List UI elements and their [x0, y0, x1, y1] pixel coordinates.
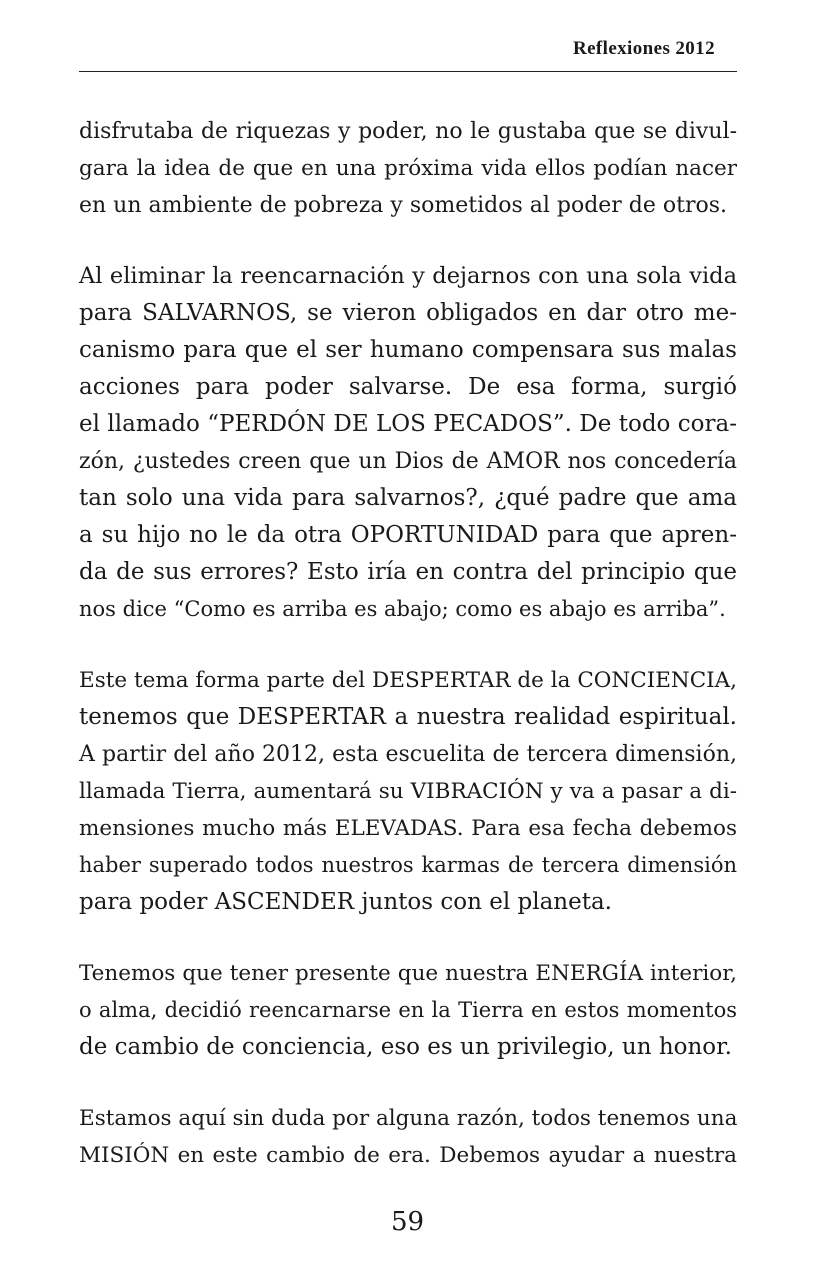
paragraph-gap — [79, 1066, 737, 1100]
text-line: canismo para que el ser humano compensara sus malas — [79, 337, 737, 363]
text-line: Al eliminar la reencarnación y dejarnos con una sola vida — [79, 263, 737, 289]
text-line: nos dice “Como es arriba es abajo; como es abajo es arriba”. — [79, 597, 726, 621]
text-line: da de sus errores? Esto iría en contra del principio que — [79, 559, 737, 585]
running-head-title: Reflexiones 2012 — [572, 38, 715, 59]
paragraph-gap — [79, 921, 737, 955]
text-line: Tenemos que tener presente que nuestra ENERGÍA interior, — [79, 961, 737, 986]
paragraph-1 — [79, 113, 737, 224]
paragraph-5 — [79, 1100, 737, 1174]
paragraph-gap — [79, 628, 737, 662]
header-rule — [79, 71, 737, 72]
text-line: Este tema forma parte del DESPERTAR de la CONCIENCIA, — [79, 668, 737, 693]
text-line: a su hijo no le da otra OPORTUNIDAD para que apren- — [79, 522, 737, 548]
text-line: para poder ASCENDER juntos con el planeta. — [79, 889, 612, 915]
text-line: Estamos aquí sin duda por alguna razón, todos tenemos una — [79, 1106, 738, 1131]
text-line: haber superado todos nuestros karmas de tercera dimensión — [79, 853, 737, 877]
text-line: A partir del año 2012, esta escuelita de tercera dimensión, — [79, 742, 737, 767]
text-line: disfrutaba de riquezas y poder, no le gustaba que se divul- — [79, 119, 737, 144]
text-line: mensiones mucho más ELEVADAS. Para esa fecha debemos — [79, 816, 737, 841]
paragraph-4 — [79, 955, 737, 1066]
text-line: llamada Tierra, aumentará su VIBRACIÓN y va a pasar a di- — [79, 779, 737, 804]
page-number: 59 — [390, 1207, 425, 1237]
body-text — [79, 113, 737, 1174]
text-line: en un ambiente de pobreza y sometidos al poder de otros. — [79, 193, 728, 218]
text-line: para SALVARNOS, se vieron obligados en dar otro me- — [79, 300, 737, 326]
text-line: gara la idea de que en una próxima vida ellos podían nacer — [79, 156, 737, 181]
text-line: tan solo una vida para salvarnos?, ¿qué padre que ama — [79, 485, 737, 511]
text-line: tenemos que DESPERTAR a nuestra realidad espiritual. — [79, 704, 737, 730]
text-line: zón, ¿ustedes creen que un Dios de AMOR nos concedería — [79, 449, 737, 474]
text-line: el llamado “PERDÓN DE LOS PECADOS”. De todo cora- — [79, 411, 737, 437]
paragraph-gap — [79, 224, 737, 258]
paragraph-2 — [79, 258, 737, 628]
text-line: o alma, decidió reencarnarse en la Tierra en estos momentos — [79, 998, 737, 1022]
paragraph-3 — [79, 662, 737, 921]
text-line: acciones para poder salvarse. De esa forma, surgió — [79, 374, 737, 400]
text-line: de cambio de conciencia, eso es un privilegio, un honor. — [79, 1034, 732, 1060]
text-line: MISIÓN en este cambio de era. Debemos ayudar a nuestra — [79, 1143, 737, 1168]
